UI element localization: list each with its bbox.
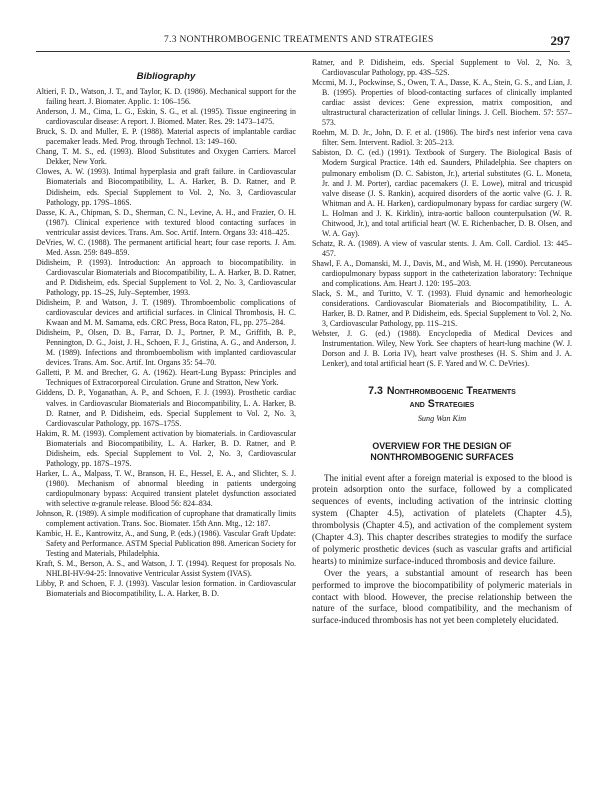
reference-list-left	[36, 87, 296, 599]
section-title-line1: Nonthrombogenic Treatments	[386, 385, 516, 398]
reference-entry: Clowes, A. W. (1993). Intimal hyperplasia and graft failure. in Cardiovascular Biomaterials and Biocompatibility, L. A. Harker, B. D. Ratner, and P. Didisheim, eds. Special Supplement to Vol. 2, No. 3, Cardiovascular Pathology, pp. 179S–186S.	[36, 167, 296, 207]
section-title-line2: and Strategies	[409, 398, 475, 411]
page-number: 297	[550, 33, 570, 48]
body-paragraph-1: The initial event after a foreign material is exposed to the blood is protein adsorption onto the surface, followed by a complicated sequences of events, including activation of the intrinsic clotting system (Chapter 4.5), activation of platelets (Chapter 4.5), thrombolysis (Chapter 4.5), and activation of the complement system (Chapter 4.3). This chapter describes strategies to modify the surface of polymeric prosthetic devices (such as vascular grafts and artificial hearts) to minimize surface-induced thrombosis and device failure.	[312, 472, 572, 566]
reference-entry: Galletti, P. M. and Brecher, G. A. (1962). Heart-Lung Bypass: Principles and Techniques of Extracorporeal Circulation. Grune and Stratton, New York.	[36, 368, 296, 388]
reference-entry: Didisheim, P., Olsen, D. B., Farrar, D. J., Portner, P. M., Griffith, B. P., Pennington, D. G., Joist, J. H., Schoen, F. J., Gristina, A. G., and Anderson, J. M. (1989). Infections and thromboembolism with implanted cardiovascular devices. Trans. Am. Soc. Artif. Int. Organs 35: 54–70.	[36, 328, 296, 368]
section-heading	[312, 385, 572, 411]
reference-entry: Roehm, M. D. Jr., John, D. F. et al. (1986). The bird's nest inferior vena cava filter. Sem. Intervent. Radiol. 3: 205–213.	[312, 128, 572, 148]
section-number: 7.3	[368, 385, 383, 398]
reference-entry: Slack, S. M., and Turitto, V. T. (1993). Fluid dynamic and hemorheologic considerations. Cardiovascular Biomaterials and Biocompatibility, L. A. Harker, B. D. Ratner, and P. Didisheim, eds. Special Supplement to Vol. 2, No. 3, Cardiovascular Pathology, pp. 11S–21S.	[312, 289, 572, 329]
left-column	[36, 72, 296, 599]
reference-entry: Anderson, J. M., Cima, L. G., Eskin, S. G., et al. (1995). Tissue engineering in cardiovascular disease: A report. J. Biomed. Mater. Res. 29: 1473–1475.	[36, 107, 296, 127]
reference-entry: Dasse, K. A., Chipman, S. D., Sherman, C. N., Levine, A. H., and Frazier, O. H. (1987). Clinical experience with textured blood contacting surfaces in ventricular assist devices. Trans. Am. Soc. Artif. Intern. Organs 33: 418–425.	[36, 207, 296, 237]
reference-entry: Harker, L. A., Malpass, T. W., Branson, H. E., Hessel, E. A., and Slichter, S. J. (1980). Mechanism of abnormal bleeding in patients undergoing cardiopulmonary bypass: Acquired transient platelet dysfunction associated with selective α-granule release. Blood 56: 824–834.	[36, 468, 296, 508]
subheading	[312, 441, 572, 463]
reference-entry: Mccmi, M. J., Pockwinse, S., Owen, T. A., Dasse, K. A., Stein, G. S., and Lian, J. B. (1995). Properties of blood-contacting surfaces of clinically implanted cardiac assist devices: Gene expression, matrix composition, and ultrastructural characterization of cellular linings. J. Cell. Biochem. 57: 557–573.	[312, 78, 572, 128]
reference-entry: Schatz, R. A. (1989). A view of vascular stents. J. Am. Coll. Cardiol. 13: 445–457.	[312, 238, 572, 258]
reference-entry: Libby, P. and Schoen, F. J. (1993). Vascular lesion formation. in Cardiovascular Biomaterials and Biocompatibility, L. A. Harker, B. D.	[36, 579, 296, 599]
body-paragraph-2: Over the years, a substantial amount of research has been performed to improve the biocompatibility of polymeric materials in contact with blood. However, the precise relationship between the nature of the surface, blood compatibility, and the mechanism of surface-induced thrombosis has not yet been completely elucidated.	[312, 567, 572, 626]
header-rule	[36, 51, 570, 52]
reference-entry: Shawl, F. A., Domanski, M. J., Davis, M., and Wish, M. H. (1990). Percutaneous cardiopulmonary bypass support in the catheterization laboratory: Technique and complications. Am. Heart J. 120: 195–203.	[312, 258, 572, 289]
reference-entry: Giddens, D. P., Yoganathan, A. P., and Schoen, F. J. (1993). Prosthetic cardiac valves. in Cardiovascular Biomaterials and Biocompatibility, L. A. Harker, B. D. Ratner, and P. Didisheim, eds. Special Supplement to Vol. 2, No. 3, Cardiovascular Pathology, pp. 167S–175S.	[36, 388, 296, 428]
reference-entry: Chang, T. M. S., ed. (1993). Blood Substitutes and Oxygen Carriers. Marcel Dekker, New York.	[36, 147, 296, 167]
reference-entry: Hakim, R. M. (1993). Complement activation by biomaterials. in Cardiovascular Biomaterials and Biocompatibility, L. A. Harker, B. D. Ratner, and P. Didisheim, eds. Special Supplement to Vol. 2, No. 3, Cardiovascular Pathology, pp. 187S–197S.	[36, 428, 296, 468]
reference-entry: Altieri, F. D., Watson, J. T., and Taylor, K. D. (1986). Mechanical support for the failing heart. J. Biomater. Applic. 1: 106–156.	[36, 87, 296, 107]
reference-list-right	[312, 58, 572, 369]
reference-entry: Kambic, H. E., Kantrowitz, A., and Sung, P. (eds.) (1986). Vascular Graft Update: Safety and Performance. ASTM Special Publication 898. American Society for Testing and Materials, Philadelphia.	[36, 529, 296, 559]
running-header	[36, 33, 570, 49]
reference-entry: Sabiston, D. C. (ed.) (1991). Textbook of Surgery. The Biological Basis of Modern Surgical Practice. 14th ed. Saunders, Philadelphia. See chapters on pulmonary embolism (D. C. Sabiston, Jr.), arterial substitutes (G. L. Moneta, Jr. and J. M. Porter), cardiac pacemakers (J. E. Lowe), mitral and tricuspid valve disease (J. S. Rankin), acquired disorders of the aortic valve (G. J. R. Whitman and A. H. Harken), cardiopulmonary bypass for cardiac surgery (W. L. Holman and J. K. Kirklin), intra-aortic balloon counterpulsation (W. R. Chitwood, Jr.), and total artificial heart (W. E. Richenbacher, D. B. Olsen, and W. A. Gay).	[312, 148, 572, 238]
bibliography-title: Bibliography	[136, 71, 196, 82]
reference-entry: Webster, J. G. (ed.) (1988). Encyclopedia of Medical Devices and Instrumentation. Wiley, New York. See chapters of heart-lung machine (W. J. Dorson and J. B. Loria IV), heart valve prostheses (H. S. Shim and J. A. Lenker), and total artificial heart (S. F. Yared and W. C. DeVries).	[312, 329, 572, 369]
reference-entry: Bruck, S. D. and Muller, E. P. (1988). Material aspects of implantable cardiac pacemaker leads. Med. Prog. through Technol. 13: 149–160.	[36, 127, 296, 147]
reference-entry: Didisheim, P. (1993). Introduction: An approach to biocompatibility. in Cardiovascular Biomaterials and Biocompatibility, L. A. Harker, B. D. Ratner, and P. Didisheim, eds. Special Supplement to Vol. 2, No. 3, Cardiovascular Pathology, pp. 1S–2S, July–September, 1993.	[36, 257, 296, 297]
subheading-line2: NONTHROMBOGENIC SURFACES	[370, 451, 514, 462]
reference-entry: Johnson, R. (1989). A simple modification of cuprophane that dramatically limits complement activation. Trans. Soc. Biomater. 15th Ann. Mtg., 12: 187.	[36, 509, 296, 529]
subheading-line1: OVERVIEW FOR THE DESIGN OF	[372, 440, 512, 451]
reference-entry: DeVries, W. C. (1988). The permanent artificial heart; four case reports. J. Am. Med. Assn. 259: 849–859.	[36, 237, 296, 257]
reference-entry: Didisheim, P. and Watson, J. T. (1989). Thromboembolic complications of cardiovascular devices and artificial surfaces. in Clinical Thrombosis, H. C. Kwaan and M. M. Samama, eds. CRC Press, Boca Raton, FL, pp. 275–284.	[36, 298, 296, 328]
section-author: Sung Wan Kim	[417, 414, 467, 424]
right-column	[312, 58, 572, 627]
reference-entry: Ratner, and P. Didisheim, eds. Special Supplement to Vol. 2, No. 3, Cardiovascular Pathology, pp. 43S–52S.	[312, 58, 572, 78]
reference-entry: Kraft, S. M., Berson, A. S., and Watson, J. T. (1994). Request for proposals No. NHLBI-HV-94-25: Innovative Ventricular Assist System (IVAS).	[36, 559, 296, 579]
running-head: 7.3 NONTHROMBOGENIC TREATMENTS AND STRATEGIES	[164, 35, 434, 45]
